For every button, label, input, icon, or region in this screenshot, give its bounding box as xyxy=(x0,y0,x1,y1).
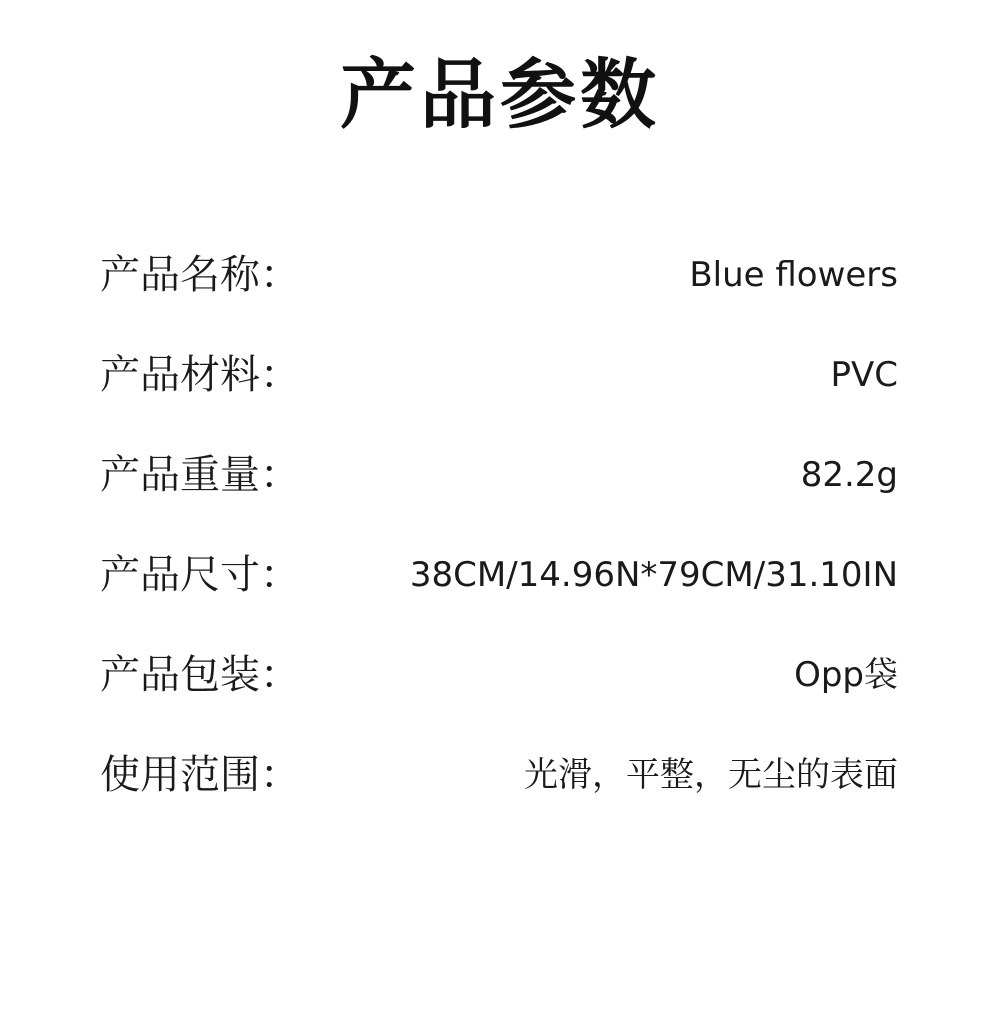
spec-label: 产品材料： xyxy=(100,352,300,398)
spec-label: 产品名称： xyxy=(100,252,300,298)
spec-label: 产品尺寸： xyxy=(100,552,300,598)
spec-label: 产品包装： xyxy=(100,652,300,698)
spec-value: PVC xyxy=(830,355,898,395)
spec-label: 产品重量： xyxy=(100,452,300,498)
spec-row-material xyxy=(100,325,898,425)
spec-row-weight xyxy=(100,425,898,525)
spec-value: Opp袋 xyxy=(794,655,898,695)
spec-label: 使用范围： xyxy=(100,752,300,798)
spec-row-packaging xyxy=(100,625,898,725)
spec-list xyxy=(100,225,898,825)
spec-value: Blue flowers xyxy=(689,255,898,295)
spec-value: 38CM/14.96N*79CM/31.10IN xyxy=(409,555,898,595)
spec-value: 82.2g xyxy=(800,455,898,495)
spec-row-usage xyxy=(100,725,898,825)
spec-value: 光滑，平整，无尘的表面 xyxy=(524,755,898,795)
page-title: 产品参数 xyxy=(340,50,660,139)
spec-row-name xyxy=(100,225,898,325)
spec-row-size xyxy=(100,525,898,625)
